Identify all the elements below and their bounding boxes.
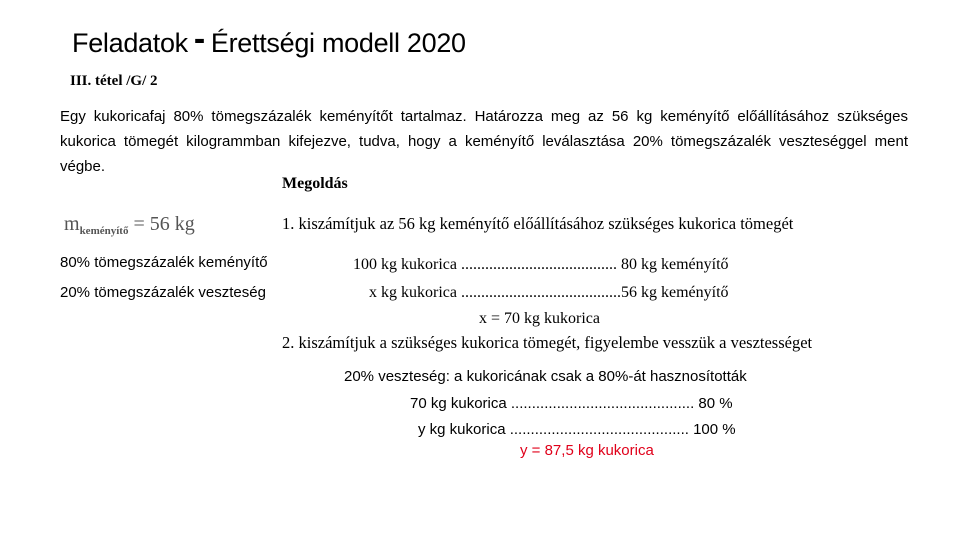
given-loss-percent: 20% tömegszázalék veszteség xyxy=(60,284,266,301)
proportion-line-3: 70 kg kukorica ............................................ 80 % xyxy=(410,395,733,412)
solution-step-1: 1. kiszámítjuk az 56 kg keményítő előállításához szükséges kukorica tömegét xyxy=(282,214,794,233)
solution-heading: Megoldás xyxy=(282,175,348,192)
loss-explanation: 20% veszteség: a kukoricának csak a 80%-át hasznosították xyxy=(344,368,747,385)
final-answer: y = 87,5 kg kukorica xyxy=(520,442,654,459)
formula-rhs: = 56 kg xyxy=(133,213,195,235)
proportion-line-4: y kg kukorica ........................................... 100 % xyxy=(418,421,736,438)
task-subtitle: III. tétel /G/ 2 xyxy=(70,73,158,89)
problem-statement: Egy kukoricafaj 80% tömegszázalék keményítőt tartalmaz. Határozza meg az 56 kg keményítő előállításához szükséges kukorica tömegét kilogrammban kifejezve, tudva, hogy a keményítő leválasztása 20% tömegszázalék veszteséggel ment végbe. xyxy=(60,108,908,175)
solution-step-2: 2. kiszámítjuk a szükséges kukorica tömegét, figyelembe vesszük a vesztességet xyxy=(282,333,813,352)
formula-symbol: m xyxy=(64,213,80,235)
given-formula xyxy=(64,213,195,237)
page-title xyxy=(72,22,466,61)
formula-subscript: keményítő xyxy=(79,225,129,237)
proportion-line-1: 100 kg kukorica ....................................... 80 kg keményítő xyxy=(353,256,729,273)
given-starch-percent: 80% tömegszázalék keményítő xyxy=(60,254,268,271)
title-dash: - xyxy=(193,20,205,58)
proportion-line-2: x kg kukorica ........................................56 kg keményítő xyxy=(369,284,729,301)
title-left: Feladatok xyxy=(72,28,188,58)
result-x: x = 70 kg kukorica xyxy=(479,310,600,327)
title-right: Érettségi modell 2020 xyxy=(210,28,466,58)
